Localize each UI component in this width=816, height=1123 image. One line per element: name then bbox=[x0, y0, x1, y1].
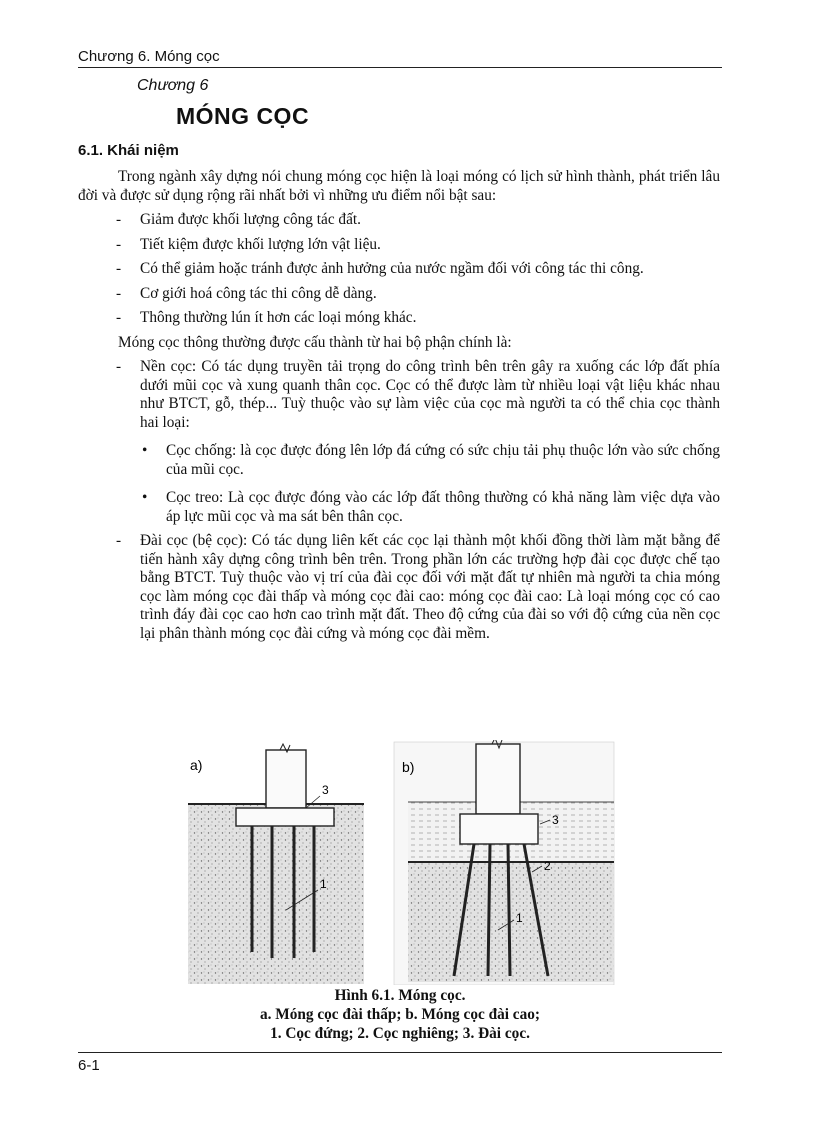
bullet-marker: • bbox=[142, 489, 148, 506]
chapter-title: MÓNG CỌC bbox=[176, 103, 310, 129]
pile-body-text: Nền cọc: Có tác dụng truyền tải trọng do công trình bên trên gây ra xuống các lớp đất phía dưới mũi cọc và xung quanh thân cọc. Cọc có thể được làm từ nhiều loại vật liệu khác nhau như BTCT, gỗ, thép... Tuỳ thuộc vào sự làm việc của cọc mà người ta có thể chia cọc thành hai loại: bbox=[140, 358, 720, 431]
pile-type-text: Cọc treo: Là cọc được đóng vào các lớp đất thông thường có khả năng làm việc dựa vào áp lực mũi cọc và ma sát bên thân cọc. bbox=[166, 489, 720, 525]
dash-marker: - bbox=[116, 235, 122, 253]
dash-marker: - bbox=[116, 260, 122, 277]
panel-label-a: a) bbox=[190, 757, 203, 773]
vertical-pile bbox=[488, 844, 490, 976]
advantage-item bbox=[78, 211, 720, 230]
figure-caption bbox=[78, 986, 722, 1043]
pile-cap-text: Đài cọc (bệ cọc): Có tác dụng liên kết các cọc lại thành một khối đồng thời làm mặt bằng để tiến hành xây dựng công trình bên trên. Trong phần lớn các trường hợp đài cọc được chế tạo bằng BTCT. Tuỳ thuộc vào vị trí của đài cọc đối với mặt đất tự nhiên mà người ta chia móng cọc làm móng cọc đài thấp và móng cọc đài cao: móng cọc đài cao: Là loại móng cọc có cao trình đáy đài cọc cao hơn cao trình mặt đất. Theo độ cứng của đài so với độ cứng của nền cọc lại phân thành móng cọc đài cứng và móng cọc đài mềm. bbox=[140, 532, 720, 642]
advantage-item bbox=[78, 260, 720, 279]
advantage-item bbox=[78, 309, 720, 328]
advantage-text: Thông thường lún ít hơn các loại móng khác. bbox=[140, 309, 417, 326]
components-intro: Móng cọc thông thường được cấu thành từ hai bộ phận chính là: bbox=[118, 333, 512, 351]
advantage-text: Có thể giảm hoặc tránh được ảnh hưởng của nước ngầm đối với công tác thi công. bbox=[140, 260, 644, 277]
dash-marker: - bbox=[116, 532, 122, 549]
label-num-1: 1 bbox=[320, 877, 327, 891]
running-header bbox=[78, 48, 722, 68]
dash-marker: - bbox=[116, 358, 122, 375]
component-item bbox=[78, 532, 720, 643]
page-number: 6-1 bbox=[78, 1057, 100, 1074]
advantage-text: Giảm được khối lượng công tác đất. bbox=[140, 211, 361, 228]
panel-a-low-cap bbox=[188, 744, 364, 984]
advantage-item bbox=[78, 236, 720, 255]
advantage-text: Tiết kiệm được khối lượng lớn vật liệu. bbox=[140, 235, 381, 253]
pile-type-item bbox=[78, 489, 720, 526]
running-title: Chương 6. Móng cọc bbox=[78, 48, 220, 65]
caption-line: 1. Cọc đứng; 2. Cọc nghiêng; 3. Đài cọc. bbox=[270, 1025, 530, 1042]
panel-label-b: b) bbox=[402, 759, 415, 775]
label-num-3: 3 bbox=[552, 813, 559, 827]
dash-marker: - bbox=[116, 309, 122, 326]
dash-marker: - bbox=[116, 211, 122, 228]
column-b bbox=[476, 744, 520, 814]
pile-type-text: Cọc chống: là cọc được đóng lên lớp đá cứng có sức chịu tải phụ thuộc lớn vào sức chống của mũi cọc. bbox=[166, 442, 720, 478]
figure-drawing bbox=[186, 740, 616, 985]
vertical-pile bbox=[508, 844, 510, 976]
caption-line: Hình 6.1. Móng cọc. bbox=[334, 987, 466, 1004]
soil-mass-a bbox=[188, 804, 364, 984]
column-a bbox=[266, 750, 306, 808]
body-text bbox=[78, 168, 720, 643]
panel-b-high-cap bbox=[394, 740, 614, 985]
label-num-1: 1 bbox=[516, 911, 523, 925]
page-footer bbox=[78, 1052, 722, 1074]
component-item bbox=[78, 358, 720, 432]
intro-paragraph: Trong ngành xây dựng nói chung móng cọc hiện là loại móng có lịch sử hình thành, phát triển lâu đời và được sử dụng rộng rãi nhất bởi vì những ưu điểm nổi bật sau: bbox=[78, 168, 720, 204]
section-heading: 6.1. Khái niệm bbox=[78, 142, 179, 159]
pile-type-item bbox=[78, 442, 720, 479]
pile-cap-b bbox=[460, 814, 538, 844]
dash-marker: - bbox=[116, 284, 122, 302]
advantage-text: Cơ giới hoá công tác thi công dễ dàng. bbox=[140, 284, 377, 302]
caption-line: a. Móng cọc đài thấp; b. Móng cọc đài cao; bbox=[259, 1006, 540, 1023]
chapter-label: Chương 6 bbox=[137, 77, 209, 94]
pile-foundation-figure bbox=[186, 740, 616, 985]
bullet-marker: • bbox=[142, 442, 148, 459]
label-num-3: 3 bbox=[322, 783, 329, 797]
pile-cap-a bbox=[236, 808, 334, 826]
label-num-2: 2 bbox=[544, 859, 551, 873]
advantage-item bbox=[78, 285, 720, 304]
